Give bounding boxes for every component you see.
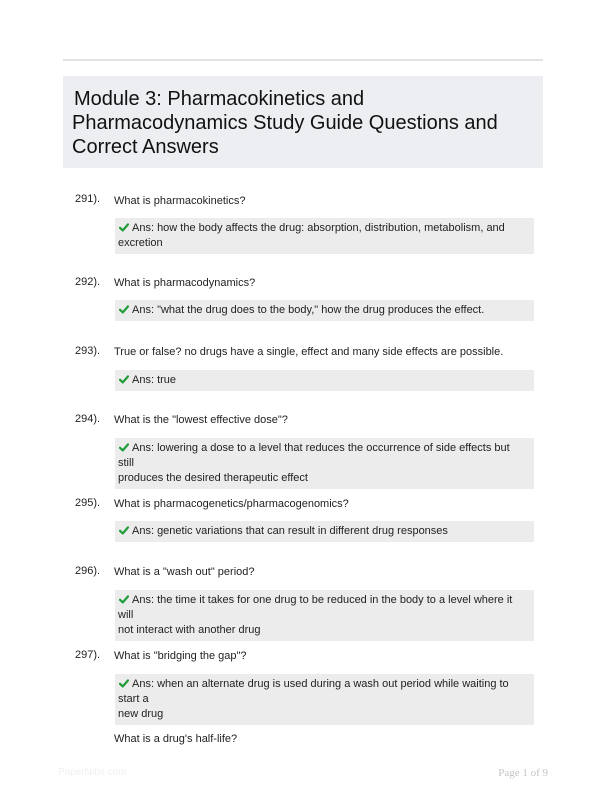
answer-line: Ans: "what the drug does to the body," how the drug produces the effect. bbox=[132, 304, 485, 316]
answer-box bbox=[115, 370, 534, 391]
answer-box bbox=[115, 590, 534, 641]
question-number: 297). bbox=[75, 649, 101, 661]
question-number: 294). bbox=[75, 413, 101, 425]
question-text: What is pharmacodynamics? bbox=[114, 277, 256, 289]
answer-line: new drug bbox=[118, 708, 164, 720]
question-number: 296). bbox=[75, 565, 101, 577]
checkmark-icon bbox=[119, 595, 129, 604]
answer-box bbox=[115, 300, 534, 321]
question-number: 293). bbox=[75, 345, 101, 357]
answer-box bbox=[115, 438, 534, 489]
question-text: What is the "lowest effective dose"? bbox=[114, 414, 288, 426]
answer-line: excretion bbox=[118, 237, 163, 249]
checkmark-icon bbox=[119, 443, 129, 452]
title-line: Pharmacodynamics Study Guide Questions and bbox=[72, 112, 498, 134]
top-divider bbox=[63, 59, 543, 61]
answer-box bbox=[115, 218, 534, 254]
answer-line: produces the desired therapeutic effect bbox=[118, 472, 308, 484]
checkmark-icon bbox=[119, 375, 129, 384]
page-title bbox=[63, 76, 543, 168]
title-line: Correct Answers bbox=[72, 136, 219, 158]
question-text: What is "bridging the gap"? bbox=[114, 650, 247, 662]
answer-line: Ans: genetic variations that can result in different drug responses bbox=[132, 525, 448, 537]
answer-box bbox=[115, 521, 534, 542]
answer-line: Ans: true bbox=[132, 374, 177, 386]
page-number: Page 1 of 9 bbox=[498, 767, 548, 779]
question-text: What is a drug's half-life? bbox=[114, 733, 238, 745]
answer-line: not interact with another drug bbox=[118, 624, 261, 636]
question-number: 292). bbox=[75, 276, 101, 288]
question-text: True or false? no drugs have a single, effect and many side effects are possible. bbox=[114, 346, 504, 358]
checkmark-icon bbox=[119, 223, 129, 232]
answer-box bbox=[115, 674, 534, 725]
question-text: What is pharmacokinetics? bbox=[114, 195, 246, 207]
answer-line: Ans: lowering a dose to a level that reduces the occurrence of side effects but still bbox=[118, 442, 510, 469]
watermark: PaperNibs.com bbox=[58, 767, 127, 778]
answer-line: Ans: the time it takes for one drug to be reduced in the body to a level where it will bbox=[118, 594, 513, 621]
checkmark-icon bbox=[119, 679, 129, 688]
title-line: Module 3: Pharmacokinetics and bbox=[74, 88, 365, 110]
answer-line: Ans: how the body affects the drug: absorption, distribution, metabolism, and bbox=[132, 222, 505, 234]
question-text: What is pharmacogenetics/pharmacogenomics? bbox=[114, 498, 349, 510]
answer-line: Ans: when an alternate drug is used during a wash out period while waiting to start a bbox=[118, 678, 509, 705]
checkmark-icon bbox=[119, 526, 129, 535]
checkmark-icon bbox=[119, 305, 129, 314]
question-number: 295). bbox=[75, 497, 101, 509]
question-text: What is a "wash out" period? bbox=[114, 566, 255, 578]
question-number: 291). bbox=[75, 193, 101, 205]
